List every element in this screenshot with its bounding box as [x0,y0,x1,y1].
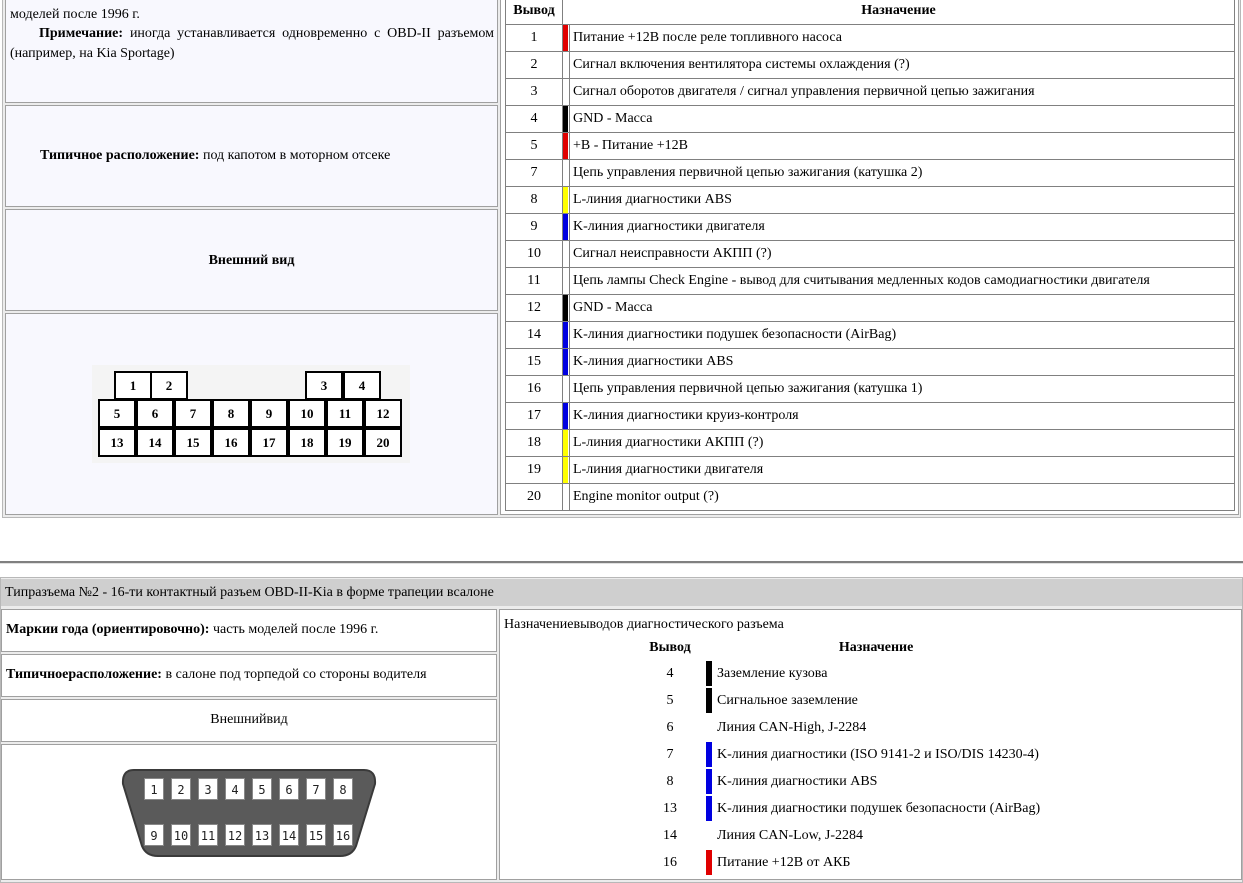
pin-number: 16 [506,376,563,403]
pin-number: 4 [506,106,563,133]
pin-color-marker [563,295,570,322]
pin2-number: 6 [666,719,674,735]
obd-pin-9: 9 [144,824,164,846]
header-pin: Вывод [506,0,563,25]
obd-pin-3: 3 [198,778,218,800]
pin-row [506,322,1235,349]
obd-pin-5: 5 [252,778,272,800]
models-note-cell [5,0,498,103]
pin-description: Питание +12В после реле топливного насоса [570,25,1235,52]
pin-row [506,268,1235,295]
obd-pin-4: 4 [225,778,245,800]
pin-description: L-линия диагностики ABS [570,187,1235,214]
appearance-cell [5,209,498,311]
pin2-description: Сигнальное заземление [717,692,858,708]
pin-number: 19 [506,457,563,484]
pin2-description: K-линия диагностики (ISO 9141-2 и ISO/DIS 14230-4) [717,746,1039,762]
note-label: Примечание: [39,26,124,41]
pin2-number: 7 [666,746,674,762]
pin2-row [640,795,1040,822]
pin2-description: Заземление кузова [717,665,828,681]
pin-color-marker [563,322,570,349]
pin-row [506,106,1235,133]
pin-18: 18 [288,428,326,457]
pin-11: 11 [326,399,364,428]
pin2-description: K-линия диагностики ABS [717,773,878,789]
pin-row [506,214,1235,241]
pin-row [506,187,1235,214]
pin2-row [640,660,1040,687]
pin-description: Цепь лампы Check Engine - вывод для считывания медленных кодов самодиагностики двигателя [570,268,1235,295]
pin-number: 14 [506,322,563,349]
pin-color-marker [563,106,570,133]
pin-color-marker [563,133,570,160]
pin-7: 7 [174,399,212,428]
pin-description: Сигнал неисправности АКПП (?) [570,241,1235,268]
pin-3: 3 [305,371,343,400]
pin2-description: Питание +12В от АКБ [717,854,851,870]
pin-color-marker [563,349,570,376]
obd-pin-13: 13 [252,824,272,846]
pin-13: 13 [98,428,136,457]
obd-pin-6: 6 [279,778,299,800]
pin2-number: 8 [666,773,674,789]
pin-row [506,241,1235,268]
pin-description: L-линия диагностики АКПП (?) [570,430,1235,457]
pin2-row [640,741,1040,768]
pin-color-marker [563,484,570,511]
pin-number: 18 [506,430,563,457]
pin2-row [640,822,1040,849]
pin2-number: 4 [666,665,674,681]
horizontal-rule-highlight [0,563,1243,564]
pin-description: K-линия диагностики двигателя [570,214,1235,241]
pin-color-marker [563,52,570,79]
pin-2: 2 [150,371,188,400]
pin-number: 2 [506,52,563,79]
pin-17: 17 [250,428,288,457]
pin-description: Сигнал оборотов двигателя / сигнал управления первичной цепью зажигания [570,79,1235,106]
pin2-row [640,768,1040,795]
location-cell [5,105,498,207]
pin-row [506,295,1235,322]
pin-color-marker [563,214,570,241]
pin-number: 10 [506,241,563,268]
note-text: иногда устанавливается одновременно с OBD-II разъемом (например, на Kia Sportage) [10,26,494,61]
obd-pin-12: 12 [225,824,245,846]
pin-row [506,79,1235,106]
pin-4: 4 [343,371,381,400]
pin-row [506,376,1235,403]
appearance-label: Внешний вид [208,253,295,268]
years-text: часть моделей после 1996 г. [212,622,379,637]
location2-text: в салоне под торпедой со стороны водителя [165,667,427,682]
header-purpose: Назначение [563,0,1235,25]
pin-16: 16 [212,428,250,457]
pin2-description: Линия CAN-Low, J-2284 [717,827,863,843]
pin-description: GND - Масса [570,106,1235,133]
pin-9: 9 [250,399,288,428]
pins-caption: Назначениевыводов диагностического разъема [504,617,784,632]
connector1-diagram [92,365,410,463]
pin-1: 1 [114,371,152,400]
pin-description: +B - Питание +12В [570,133,1235,160]
pin-table [505,0,1235,511]
pin-description: GND - Масса [570,295,1235,322]
pin2-number: 16 [663,854,677,870]
models-text: моделей после 1996 г. [10,7,140,22]
pin-description: L-линия диагностики двигателя [570,457,1235,484]
pin-description: Сигнал включения вентилятора системы охлаждения (?) [570,52,1235,79]
pin-color-marker [563,403,570,430]
pin-description: K-линия диагностики подушек безопасности (AirBag) [570,322,1235,349]
obd2-connector-diagram [120,766,378,858]
obd-pin-7: 7 [306,778,326,800]
pin-color-marker [563,187,570,214]
pin-15: 15 [174,428,212,457]
location2-label: Типичноерасположение: [6,667,162,682]
pin-6: 6 [136,399,174,428]
pin-color-marker [563,79,570,106]
obd-pin-10: 10 [171,824,191,846]
appearance2-label: Внешнийвид [210,712,288,727]
pin-row [506,349,1235,376]
pin-row [506,430,1235,457]
pin-19: 19 [326,428,364,457]
header2-pin: Вывод [649,640,691,655]
pin-5: 5 [98,399,136,428]
pin-number: 1 [506,25,563,52]
connector2-title: Типразъема №2 - 16-ти контактный разъем OBD-II-Kia в форме трапеции всалоне [1,579,1242,606]
pin-number: 20 [506,484,563,511]
pin-row [506,52,1235,79]
pin-description: Цепь управления первичной цепью зажигания (катушка 2) [570,160,1235,187]
pin-color-marker [563,25,570,52]
pin-number: 17 [506,403,563,430]
obd-pin-16: 16 [333,824,353,846]
header2-purpose: Назначение [838,640,914,655]
pin2-number: 5 [666,692,674,708]
pin-number: 5 [506,133,563,160]
pin-description: K-линия диагностики круиз-контроля [570,403,1235,430]
years-label: Маркии года (ориентировочно): [6,622,210,637]
pin-number: 7 [506,160,563,187]
years-cell [1,609,497,652]
location2-cell [1,654,497,697]
pin-color-marker [563,376,570,403]
pin-color-marker [563,241,570,268]
pin-number: 3 [506,79,563,106]
obd-pin-1: 1 [144,778,164,800]
pin2-description: K-линия диагностики подушек безопасности (AirBag) [717,800,1041,816]
pin-8: 8 [212,399,250,428]
pin-number: 15 [506,349,563,376]
pin-row [506,457,1235,484]
pin-table2 [640,636,1040,876]
pin2-row [640,849,1040,876]
pin2-row [640,687,1040,714]
location-text: под капотом в моторном отсеке [202,148,391,163]
pin-row [506,160,1235,187]
pin-row [506,484,1235,511]
pin-color-marker [563,457,570,484]
pin-number: 9 [506,214,563,241]
pin2-number: 13 [663,800,677,816]
pin2-number: 14 [663,827,677,843]
pin-row [506,25,1235,52]
pin-14: 14 [136,428,174,457]
pin-color-marker [563,268,570,295]
pin-20: 20 [364,428,402,457]
pin-number: 11 [506,268,563,295]
pin-10: 10 [288,399,326,428]
obd-pin-2: 2 [171,778,191,800]
obd-pin-15: 15 [306,824,326,846]
pin-number: 12 [506,295,563,322]
pin-row [506,403,1235,430]
pin-description: Engine monitor output (?) [570,484,1235,511]
location-label: Типичное расположение: [40,148,200,163]
pin-description: K-линия диагностики ABS [570,349,1235,376]
pin-row [506,133,1235,160]
pin-number: 8 [506,187,563,214]
obd-pin-11: 11 [198,824,218,846]
pin2-description: Линия CAN-High, J-2284 [717,719,867,735]
appearance2-cell [1,699,497,742]
pin-description: Цепь управления первичной цепью зажигания (катушка 1) [570,376,1235,403]
obd-pin-8: 8 [333,778,353,800]
pin2-row [640,714,1040,741]
pin-color-marker [563,430,570,457]
pin-12: 12 [364,399,402,428]
pin-color-marker [563,160,570,187]
obd-pin-14: 14 [279,824,299,846]
